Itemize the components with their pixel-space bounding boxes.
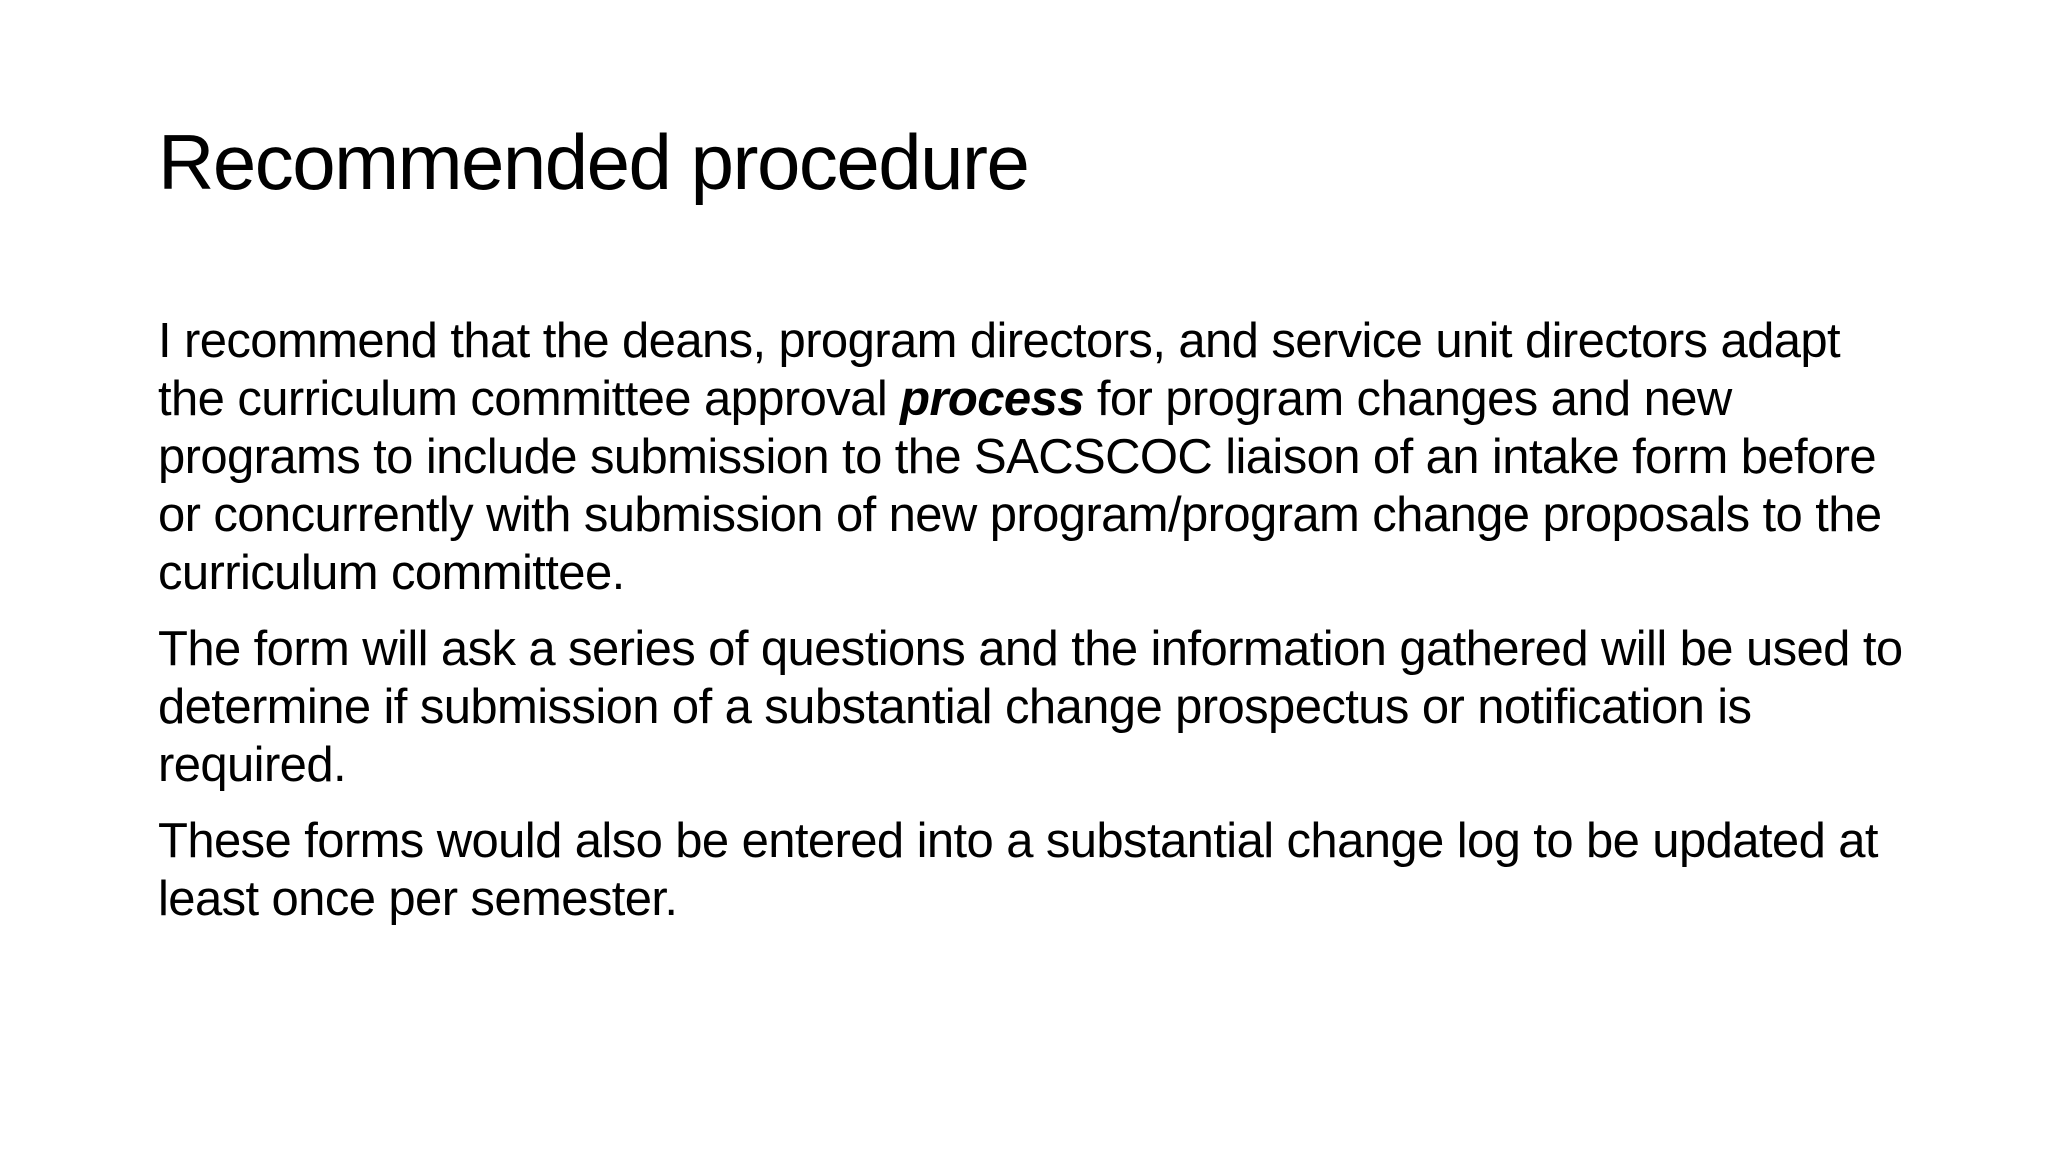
slide-body xyxy=(158,312,1918,946)
paragraph-form-questions: The form will ask a series of questions and the information gathered will be used to determine if submission of a substantial change prospectus or notification is required. xyxy=(158,622,1903,792)
emphasis-process: process xyxy=(900,372,1084,426)
paragraph-recommendation-text-end: for program changes and new programs to include submission to the SACSCOC liaison of an intake form before or concurrently with submission of new program/program change proposals to the curriculum committee. xyxy=(158,372,1882,600)
paragraph-recommendation-text-start: I recommend that the deans, program directors, and service unit directors adapt the curriculum committee approval xyxy=(158,314,1841,426)
slide-title: Recommended procedure xyxy=(158,118,1029,206)
paragraph-recommendation xyxy=(158,312,1918,602)
paragraph-change-log: These forms would also be entered into a substantial change log to be updated at least once per semester. xyxy=(158,814,1878,926)
